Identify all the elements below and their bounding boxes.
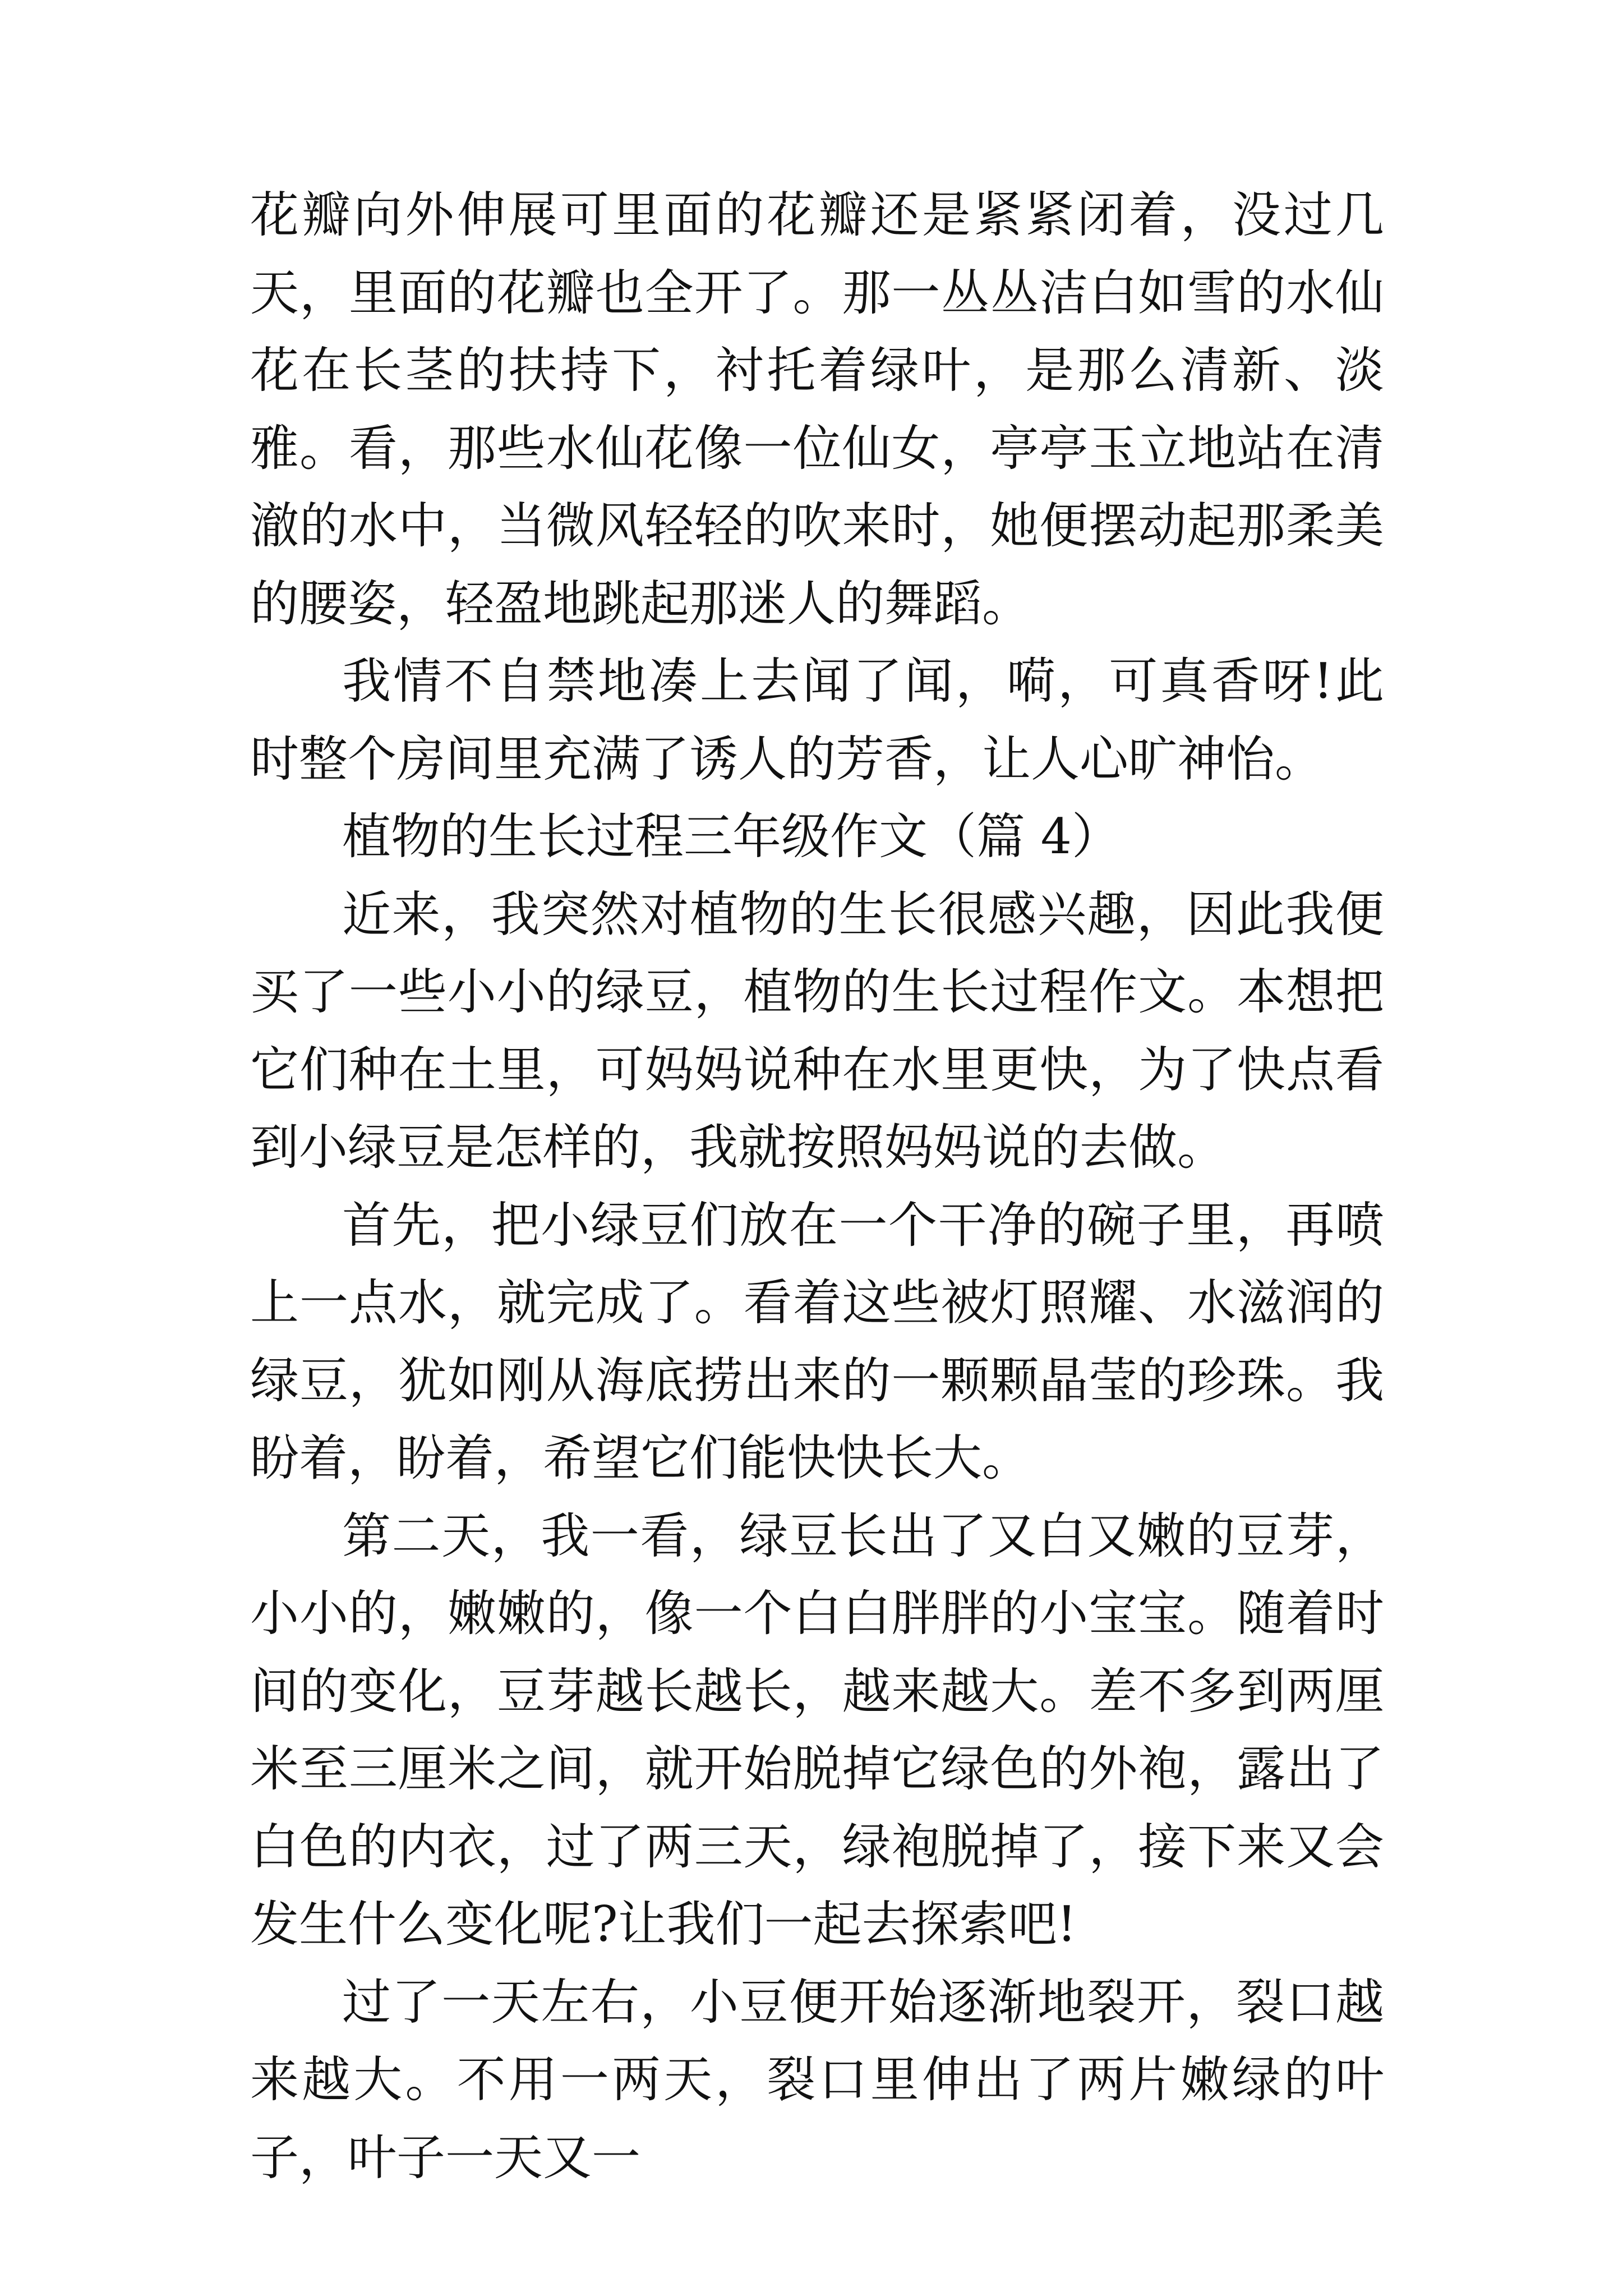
paragraph: 过了一天左右，小豆便开始逐渐地裂开，裂口越来越大。不用一两天，裂口里伸出了两片嫩绿的叶子，叶子一天又一 [250, 1973, 1384, 2186]
section-heading: 植物的生长过程三年级作文（篇 4） [342, 808, 1121, 865]
paragraph: 近来，我突然对植物的生长很感兴趣，因此我便买了一些小小的绿豆，植物的生长过程作文。本想把它们种在土里，可妈妈说种在水里更快，为了快点看到小绿豆是怎样的，我就按照妈妈说的去做。 [250, 885, 1384, 1176]
paragraph-continuation: 花瓣向外伸展可里面的花瓣还是紧紧闭着，没过几天，里面的花瓣也全开了。那一丛丛洁白如雪的水仙花在长茎的扶持下，衬托着绿叶，是那么清新、淡雅。看，那些水仙花像一位仙女，亭亭玉立地站在清澈的水中，当微风轻轻的吹来时，她便摆动起那柔美的腰姿，轻盈地跳起那迷人的舞蹈。 [250, 186, 1384, 632]
paragraph: 第二天，我一看，绿豆长出了又白又嫩的豆芽，小小的，嫩嫩的，像一个白白胖胖的小宝宝。随着时间的变化，豆芽越长越长，越来越大。差不多到两厘米至三厘米之间，就开始脱掉它绿色的外袍，露出了白色的内衣，过了两三天，绿袍脱掉了，接下来又会发生什么变化呢?让我们一起去探索吧! [250, 1507, 1384, 1953]
paragraph: 首先，把小绿豆们放在一个干净的碗子里，再喷上一点水，就完成了。看着这些被灯照耀、水滋润的绿豆，犹如刚从海底捞出来的一颗颗晶莹的珍珠。我盼着，盼着，希望它们能快快长大。 [250, 1196, 1384, 1487]
article-body [250, 176, 1384, 2196]
paragraph: 我情不自禁地凑上去闻了闻，嗬，可真香呀!此时整个房间里充满了诱人的芳香，让人心旷神怡。 [250, 652, 1384, 788]
